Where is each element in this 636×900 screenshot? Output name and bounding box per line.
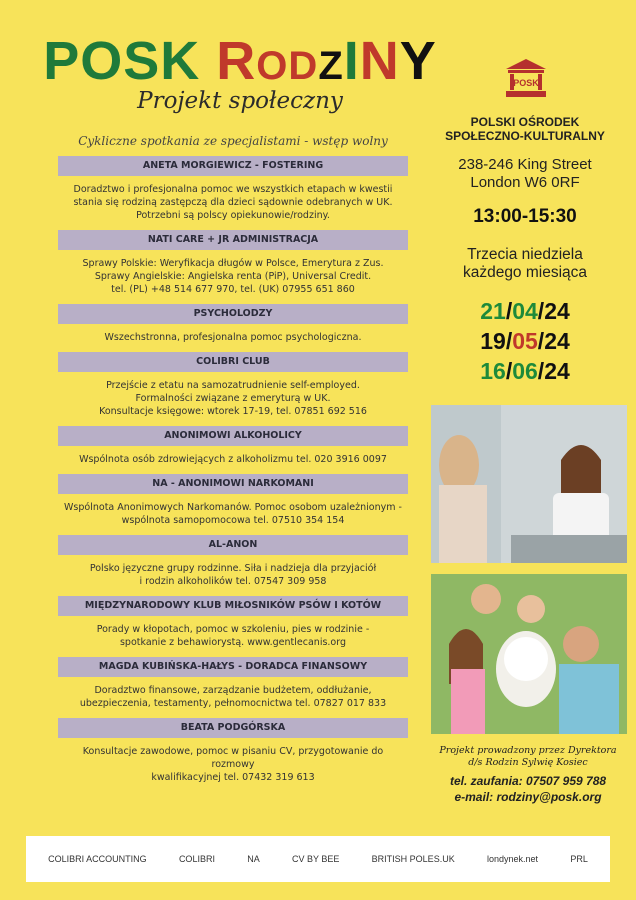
title-letter <box>200 34 216 88</box>
date-part: 06 <box>512 358 538 384</box>
service-description <box>58 446 408 474</box>
title-letter: Y <box>399 31 437 91</box>
service-description <box>58 324 408 352</box>
service-heading: NATI CARE + JR ADMINISTRACJA <box>58 230 408 250</box>
service-description <box>58 738 408 792</box>
poster-subtitle: Projekt społeczny <box>137 88 343 114</box>
date-part: / <box>505 358 513 384</box>
service-line: Sprawy Polskie: Weryfikacja długów w Polsce, Emerytura z Zus. <box>82 258 384 269</box>
service-heading: NA - ANONIMOWI NARKOMANI <box>58 474 408 494</box>
contact-email[interactable]: e-mail: rodziny@posk.org <box>454 790 602 804</box>
service-line: Doradztwo i profesjonalna pomoc we wszystkich etapach w kwestii <box>73 184 393 195</box>
service-description <box>58 677 408 718</box>
date-part: / <box>505 298 513 324</box>
sponsor-logo: COLIBRI ACCOUNTING <box>48 854 147 864</box>
service-description <box>58 616 408 657</box>
frequency-line-2: każdego miesiąca <box>462 264 588 281</box>
address-line-2: London W6 0RF <box>470 174 580 191</box>
date-part: 05 <box>512 328 538 354</box>
meeting-dates <box>430 296 620 386</box>
service-heading: BEATA PODGÓRSKA <box>58 718 408 738</box>
service-line: Wspólnota osób zdrowiejących z alkoholizmu tel. 020 3916 0097 <box>79 454 387 465</box>
service-line: Formalności związane z emeryturą w UK. <box>135 393 331 404</box>
title-letter: I <box>343 31 360 91</box>
service-line: Konsultacje zawodowe, pomoc w pisaniu CV, przygotowanie do rozmowy <box>82 746 384 770</box>
date-part: 04 <box>512 298 538 324</box>
service-line: Przejście z etatu na samozatrudnienie self-employed. <box>106 380 360 391</box>
contact-phone[interactable]: tel. zaufania: 07507 959 788 <box>449 774 607 788</box>
frequency-line-1: Trzecia niedziela <box>467 246 583 263</box>
service-description <box>58 372 408 426</box>
service-section <box>58 474 408 535</box>
consultation-photo <box>431 405 627 563</box>
org-line-2: SPOŁECZNO-KULTURALNY <box>445 129 605 143</box>
footer-line-1: Projekt prowadzony przez Dyrektora <box>439 745 617 756</box>
service-line: Potrzebni są polscy opiekunowie/rodziny. <box>136 210 330 221</box>
date-part: / <box>505 328 513 354</box>
service-line: Sprawy Angielskie: Angielska renta (PiP), Universal Credit. <box>94 271 372 282</box>
service-line: Wszechstronna, profesjonalna pomoc psychologiczna. <box>104 332 362 343</box>
meeting-date <box>430 356 620 386</box>
service-section <box>58 156 408 230</box>
title-letter: P <box>43 31 81 91</box>
sponsor-bar <box>26 836 610 882</box>
service-description <box>58 176 408 230</box>
service-line: Polsko języczne grupy rodzinne. Siła i nadzieja dla przyjaciół <box>89 563 377 574</box>
meeting-time: 13:00-15:30 <box>473 206 577 227</box>
service-line: kwalifikacyjnej tel. 07432 319 613 <box>151 772 315 783</box>
date-part: 24 <box>544 328 570 354</box>
service-section <box>58 352 408 426</box>
meeting-date <box>430 296 620 326</box>
sponsor-logo: londynek.net <box>486 854 539 864</box>
services-list <box>58 156 408 792</box>
service-heading: MIĘDZYNARODOWY KLUB MIŁOSNIKÓW PSÓW I KOTÓW <box>58 596 408 616</box>
service-line: spotkanie z behawiorystą. www.gentlecanis.org <box>119 637 347 648</box>
sponsor-logo: CV BY BEE <box>292 854 340 864</box>
title-letter: O <box>80 31 124 91</box>
service-line: tel. (PL) +48 514 677 970, tel. (UK) 07955 651 860 <box>111 284 355 295</box>
sponsor-logo: COLIBRI <box>178 854 215 864</box>
service-description <box>58 555 408 596</box>
meeting-frequency <box>430 246 620 282</box>
poster-title <box>40 31 440 91</box>
date-part: / <box>537 358 545 384</box>
date-part: / <box>537 298 545 324</box>
service-line: ubezpieczenia, testamenty, pełnomocnictwa tel. 07827 017 833 <box>79 698 387 709</box>
address <box>430 156 620 192</box>
date-part: 21 <box>480 298 506 324</box>
svg-text:POSK: POSK <box>513 78 539 88</box>
org-name <box>430 115 620 143</box>
service-section <box>58 596 408 657</box>
service-section <box>58 535 408 596</box>
address-line-1: 238-246 King Street <box>458 156 592 173</box>
service-description <box>58 494 408 535</box>
service-section <box>58 426 408 474</box>
service-line: Wspólnota Anonimowych Narkomanów. Pomoc osobom uzależnionym - <box>64 502 402 513</box>
service-heading: AL-ANON <box>58 535 408 555</box>
date-part: 24 <box>544 298 570 324</box>
service-line: Doradztwo finansowe, zarządzanie budżetem, oddłużanie, <box>94 685 372 696</box>
title-letter: R <box>216 31 257 91</box>
footer-line-2: d/s Rodzin Sylwię Kosiec <box>468 757 588 768</box>
service-heading: ANONIMOWI ALKOHOLICY <box>58 426 408 446</box>
meeting-date <box>430 326 620 356</box>
service-heading: PSYCHOLODZY <box>58 304 408 324</box>
posk-logo <box>504 57 548 99</box>
project-contact <box>430 745 626 805</box>
service-section <box>58 230 408 304</box>
service-heading: COLIBRI CLUB <box>58 352 408 372</box>
service-line: stania się rodziną zastępczą dla dzieci sądownie odebranych w UK. <box>73 197 393 208</box>
title-letter: S <box>123 31 161 91</box>
sponsor-logo: PRL <box>570 854 588 864</box>
service-section <box>58 304 408 352</box>
service-section <box>58 718 408 792</box>
title-letter: O <box>256 44 289 88</box>
service-heading: ANETA MORGIEWICZ - FOSTERING <box>58 156 408 176</box>
service-line: i rodzin alkoholików tel. 07547 309 958 <box>139 576 327 587</box>
date-part: 24 <box>544 358 570 384</box>
service-description <box>58 250 408 304</box>
date-part: / <box>537 328 545 354</box>
service-line: wspólnota samopomocowa tel. 07510 354 154 <box>121 515 345 526</box>
sponsor-logo: BRITISH POLES.UK <box>371 854 455 864</box>
poster-tagline: Cykliczne spotkania ze specjalistami - wstęp wolny <box>78 134 388 148</box>
service-line: Porady w kłopotach, pomoc w szkoleniu, pies w rodzinie - <box>96 624 370 635</box>
title-letter: K <box>160 31 201 91</box>
sponsor-logo: NA <box>247 854 260 864</box>
org-line-1: POLSKI OŚRODEK <box>470 115 580 129</box>
family-photo <box>431 574 627 734</box>
title-letter: N <box>359 31 400 91</box>
service-section <box>58 657 408 718</box>
service-heading: MAGDA KUBIŃSKA-HAŁYS - DORADCA FINANSOWY <box>58 657 408 677</box>
date-part: 16 <box>480 358 506 384</box>
title-letter: Z <box>318 44 344 88</box>
date-part: 19 <box>480 328 506 354</box>
service-line: Konsultacje księgowe: wtorek 17-19, tel. 07851 692 516 <box>99 406 367 417</box>
title-letter: D <box>288 44 319 88</box>
